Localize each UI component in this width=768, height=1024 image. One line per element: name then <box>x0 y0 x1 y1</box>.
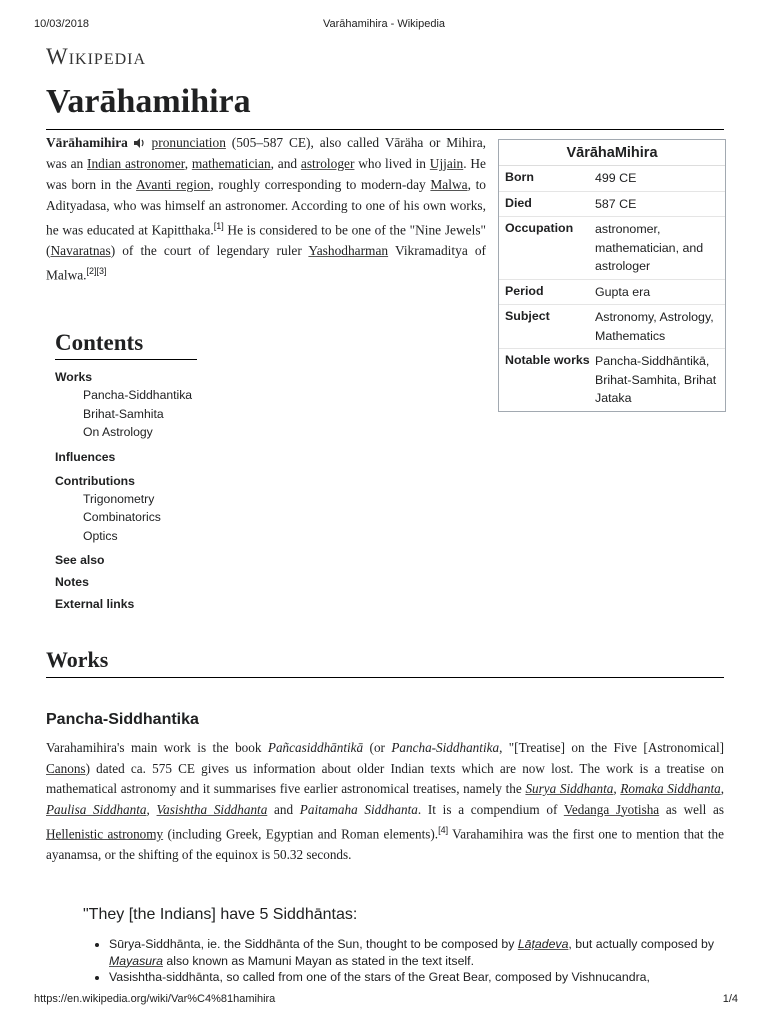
infobox-row-occupation <box>499 217 725 280</box>
lead-text: , to Adityadasa, who was himself an astronomer. According to one of his own works, he was educated at Kapitthaka. <box>46 177 486 238</box>
body-text: , "[Treatise] on the Five [Astronomical] <box>499 740 724 755</box>
book-title-alt: Pancha-Siddhantika <box>391 740 500 755</box>
body-text: , <box>613 781 621 796</box>
citation-1[interactable]: [1] <box>213 221 224 231</box>
toc-item-on-astrology[interactable]: On Astrology <box>83 425 153 439</box>
lead-text: He is considered to be one of the "Nine Jewels" ( <box>46 222 486 259</box>
list-item: • Vasishtha-siddhānta, so called from one of the stars of the Great Bear, composed by Vishnucandra, <box>109 969 739 986</box>
toc-item-contributions[interactable]: Contributions <box>55 473 135 488</box>
list-text: , but actually composed by <box>568 937 715 951</box>
infobox-row-period <box>499 280 725 306</box>
body-text: (or <box>363 740 392 755</box>
link-mayasura[interactable]: Mayasura <box>109 953 163 968</box>
works-paragraph <box>46 738 724 865</box>
link-vedanga-jyotisha[interactable]: Vedanga Jyotisha <box>563 801 660 817</box>
body-text: as well as <box>659 801 725 817</box>
list-text: also known as Mamuni Mayan as stated in the text itself. <box>163 953 474 968</box>
pronunciation-link[interactable]: pronunciation <box>151 135 226 150</box>
infobox-key: Died <box>505 195 532 210</box>
print-page-number: 1/4 <box>722 993 738 1005</box>
link-vasishtha-siddhanta[interactable]: Vasishtha Siddhanta <box>156 801 268 817</box>
infobox-key: Occupation <box>505 221 574 235</box>
infobox-value[interactable]: astronomer, mathematician, and astrologer <box>595 222 704 273</box>
infobox-title: VārāhaMihira <box>499 140 725 166</box>
toc-item-notes[interactable]: Notes <box>55 575 89 589</box>
wikipedia-logo[interactable]: Wikipedia <box>46 44 147 69</box>
link-avanti-region[interactable]: Avanti region <box>136 177 211 192</box>
infobox-row-born <box>499 166 725 192</box>
infobox-value[interactable]: Pancha-Siddhāntikā, Brihat-Samhita, Brihat Jataka <box>595 354 717 405</box>
infobox-value: 587 CE <box>595 196 637 211</box>
infobox-key: Born <box>505 170 534 184</box>
infobox <box>498 139 726 412</box>
toc-item-see-also[interactable]: See also <box>55 553 105 567</box>
lead-text: Vikramaditya of Malwa. <box>46 243 486 283</box>
toc-item-trigonometry[interactable]: Trigonometry <box>83 491 155 506</box>
citation-4[interactable]: [4] <box>438 825 449 835</box>
lead-text: , roughly corresponding to modern-day <box>210 177 431 192</box>
table-of-contents <box>55 330 200 613</box>
citation-2-3[interactable]: [2][3] <box>86 266 107 277</box>
toc-item-influences[interactable]: Influences <box>55 449 116 464</box>
body-text: , <box>146 801 157 817</box>
link-malwa[interactable]: Malwa <box>430 177 468 192</box>
body-text: (including Greek, Egyptian and Roman elements). <box>163 826 439 842</box>
infobox-row-subject <box>499 305 725 349</box>
lead-text: , <box>184 156 192 171</box>
infobox-key: Period <box>505 283 544 298</box>
link-surya-siddhanta[interactable]: Surya Siddhanta <box>525 781 614 796</box>
link-mathematician[interactable]: mathematician <box>191 156 271 171</box>
lead-text: (505–587 CE), also called Vāräha or Mihira, was an <box>46 135 486 171</box>
link-yashodharman[interactable]: Yashodharman <box>308 243 389 259</box>
list-item <box>109 936 739 969</box>
body-text: , <box>720 781 724 796</box>
infobox-value: 499 CE <box>595 171 637 185</box>
infobox-row-died <box>499 192 725 218</box>
speaker-icon[interactable] <box>134 138 146 148</box>
siddhanta-list <box>93 936 739 986</box>
link-romaka-siddhanta[interactable]: Romaka Siddhanta <box>620 781 721 796</box>
link-hellenistic-astronomy[interactable]: Hellenistic astronomy <box>46 826 164 842</box>
quote-intro: "They [the Indians] have 5 Siddhāntas: <box>83 906 358 923</box>
lead-paragraph <box>46 132 486 286</box>
body-text: Varahamihira's main work is the book <box>46 740 268 755</box>
paitamaha-siddhanta: Paitamaha Siddhanta <box>299 801 418 817</box>
toc-item-combinatorics[interactable]: Combinatorics <box>83 510 161 524</box>
body-text: . It is a compendium of <box>417 801 564 817</box>
toc-item-brihat-samhita[interactable]: Brihat-Samhita <box>83 406 164 421</box>
link-latadeva[interactable]: Lāṭadeva <box>517 937 569 951</box>
link-astrologer[interactable]: astrologer <box>300 156 355 171</box>
lead-text: ) of the court of legendary ruler <box>110 243 309 259</box>
link-ujjain[interactable]: Ujjain <box>429 156 464 171</box>
book-title: Pañcasiddhāntikā <box>267 740 364 755</box>
toc-item-optics[interactable]: Optics <box>83 528 118 543</box>
infobox-value[interactable]: Gupta era <box>595 284 651 299</box>
toc-item-works[interactable]: Works <box>55 370 93 384</box>
print-date: 10/03/2018 <box>34 18 90 30</box>
infobox-row-notable-works <box>499 349 725 411</box>
lead-text: , and <box>270 156 301 171</box>
page-title: Varāhamihira <box>46 82 724 130</box>
toc-item-pancha-siddhantika[interactable]: Pancha-Siddhantika <box>83 388 193 402</box>
subject-name: Vārāhamihira <box>46 135 128 150</box>
toc-title: Contents <box>55 330 197 360</box>
infobox-value[interactable]: Astronomy, Astrology, Mathematics <box>595 310 714 343</box>
list-text: Sūrya-Siddhānta, ie. the Siddhānta of the Sun, thought to be composed by <box>109 937 518 951</box>
lead-text: . He was born in the <box>46 156 486 192</box>
print-title: Varāhamihira - Wikipedia <box>322 18 446 30</box>
toc-item-external-links[interactable]: External links <box>55 597 135 611</box>
subsection-heading-pancha: Pancha-Siddhantika <box>46 711 199 728</box>
infobox-key: Subject <box>505 309 550 323</box>
body-text: and <box>267 801 300 817</box>
section-heading-works: Works <box>46 647 724 678</box>
link-navaratnas[interactable]: Navaratnas <box>50 243 111 259</box>
link-canons[interactable]: Canons <box>46 760 86 776</box>
link-indian-astronomer[interactable]: Indian astronomer <box>87 156 185 171</box>
body-text: ) dated ca. 575 CE gives us information about older Indian texts which are now lost. The work is a treatise on mathematical astronomy and it summarises five earlier astronomical treatises, namely the <box>46 760 724 796</box>
lead-text: who lived in <box>354 156 430 171</box>
link-paulisa-siddhanta[interactable]: Paulisa Siddhanta <box>46 801 147 817</box>
print-url: https://en.wikipedia.org/wiki/Var%C4%81hamihira <box>34 993 276 1005</box>
infobox-key: Notable works <box>505 353 590 367</box>
body-text: Varahamihira was the first one to mention that the ayanamsa, or the shifting of the equinox is 50.32 seconds. <box>46 826 724 862</box>
